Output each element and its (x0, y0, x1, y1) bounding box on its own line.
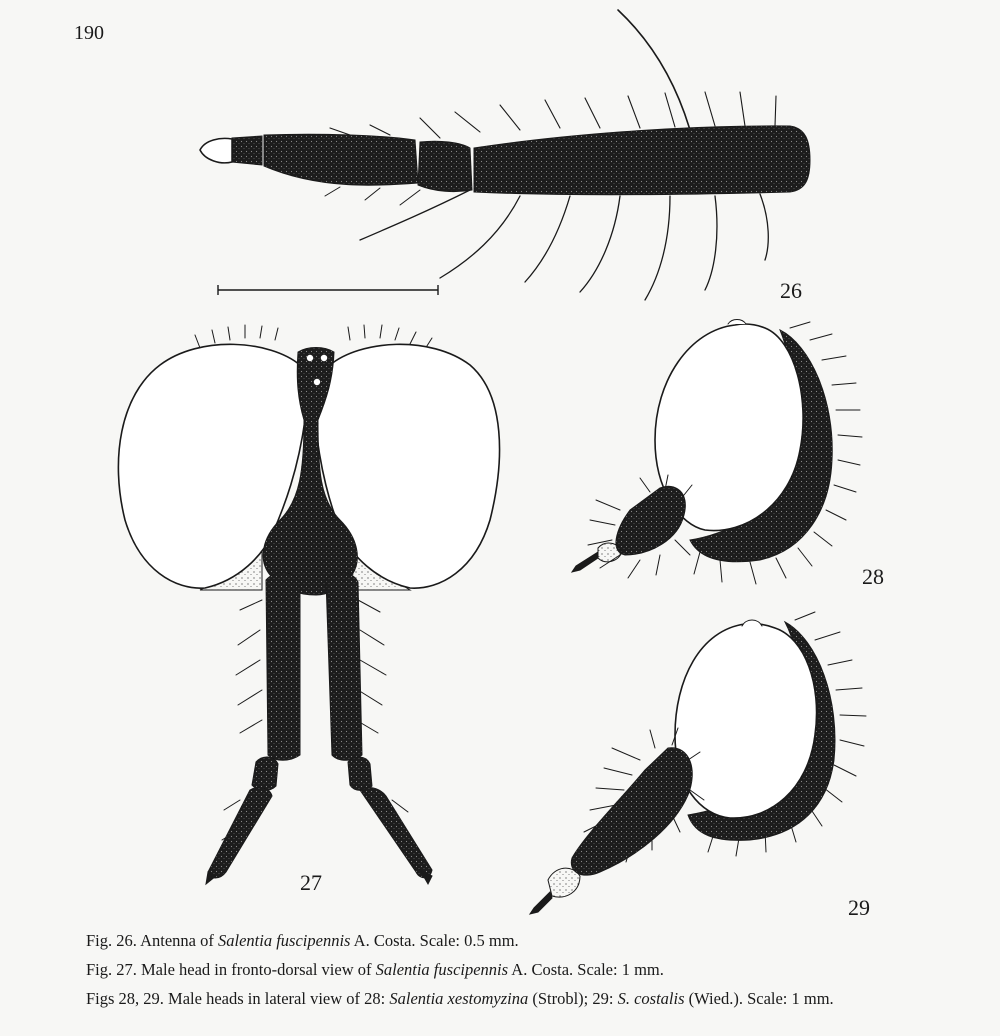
fig29-head-drawing (530, 612, 866, 914)
fig28-label: 28 (862, 564, 884, 589)
figure-captions (86, 932, 986, 1019)
fig29-label: 29 (848, 895, 870, 920)
fig27-head-drawing (118, 325, 499, 884)
caption-fig26: Fig. 26. Antenna of Salentia fuscipennis A. Costa. Scale: 0.5 mm. (86, 931, 519, 950)
page-number: 190 (74, 22, 104, 44)
caption-fig27: Fig. 27. Male head in fronto-dorsal view of Salentia fuscipennis A. Costa. Scale: 1 mm. (86, 960, 664, 980)
caption-fig28-29: Figs 28, 29. Male heads in lateral view of 28: Salentia xestomyzina (Strobl); 29: S. costalis (Wied.). Scale: 1 mm. (86, 989, 834, 1009)
fig26-antenna-drawing (200, 10, 810, 300)
fig28-head-drawing (572, 320, 862, 585)
fig26-label: 26 (780, 278, 802, 303)
fig27-label: 27 (300, 870, 322, 895)
